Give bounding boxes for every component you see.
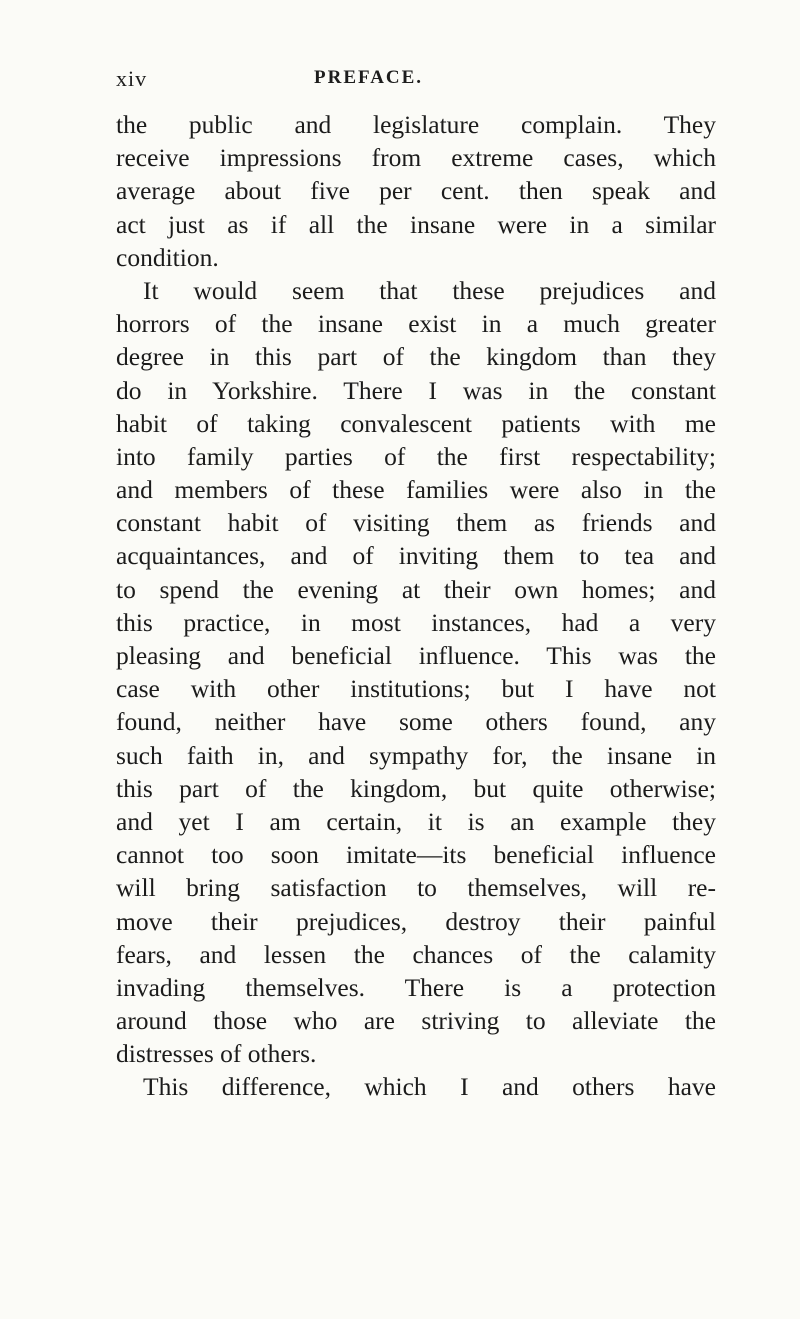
running-head-title: PREFACE. [314,67,424,88]
text-line: act just as if all the insane were in a similar [116,209,716,239]
text-line: and yet I am certain, it is an example they [116,806,716,836]
text-line: acquaintances, and of inviting them to tea and [116,541,716,571]
paragraph-start-line: This difference, which I and others have [143,1072,716,1102]
text-line: pleasing and beneficial influence. This was the [116,641,716,670]
text-line: do in Yorkshire. There I was in the constant [116,375,716,405]
text-line: receive impressions from extreme cases, which [116,143,716,173]
text-line: invading themselves. There is a protection [116,972,716,1002]
page-number: xiv [116,66,148,91]
running-head [116,66,716,96]
text-line: such faith in, and sympathy for, the insane in [116,740,716,770]
text-line: constant habit of visiting them as friends and [116,508,716,538]
text-line: distresses of others. [116,1039,317,1069]
text-line: average about five per cent. then speak and [116,176,716,206]
text-line: case with other institutions; but I have not [116,674,716,704]
text-line: this part of the kingdom, but quite otherwise; [116,773,716,803]
text-line: horrors of the insane exist in a much greater [116,309,716,339]
text-line: move their prejudices, destroy their painful [116,906,716,936]
text-line: will bring satisfaction to themselves, will re- [116,873,716,903]
text-line: the public and legislature complain. They [116,110,716,139]
text-line: this practice, in most instances, had a very [116,607,716,637]
body-text [116,108,716,1104]
text-line: condition. [116,242,219,272]
text-line: degree in this part of the kingdom than they [116,342,716,372]
text-line: to spend the evening at their own homes; and [116,574,716,604]
text-line: and members of these families were also in the [116,475,716,505]
text-line: around those who are striving to alleviate the [116,1006,716,1036]
text-line: habit of taking convalescent patients with me [116,408,716,438]
text-line: cannot too soon imitate—its beneficial influence [116,840,716,870]
paragraph-start-line: It would seem that these prejudices and [143,275,716,305]
text-line: into family parties of the first respectability; [116,441,716,471]
text-line: fears, and lessen the chances of the calamity [116,939,716,969]
text-line: found, neither have some others found, any [116,707,716,737]
